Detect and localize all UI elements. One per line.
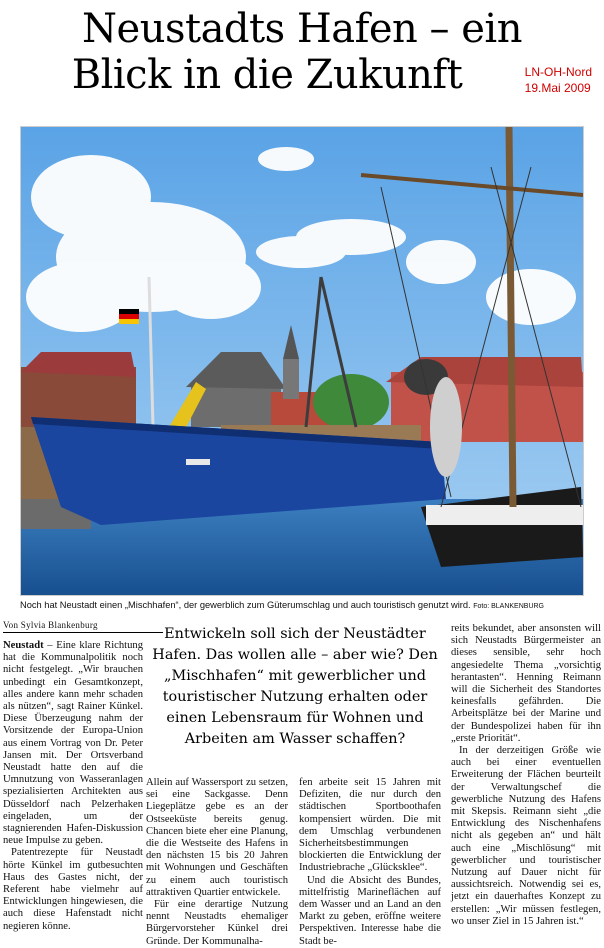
article-column-1 — [3, 640, 143, 933]
headline-line-2: Blick in die Zukunft — [71, 52, 463, 98]
harbor-photo-illustration — [21, 127, 583, 595]
article-column-3 — [299, 777, 441, 948]
article-column-4 — [451, 623, 601, 928]
column-3-paragraph-2: Und die Absicht des Bundes, mittelfristig Marineflächen auf dem Wasser und an Land an den Markt zu geben, eröffne weitere Perspektiven. Interesse habe die Stadt be- — [299, 874, 441, 947]
dateline: Neustadt — [3, 640, 44, 651]
photo-caption — [20, 599, 586, 613]
article-column-2 — [146, 777, 288, 948]
source-date: 19.Mai 2009 — [524, 81, 591, 95]
column-4-paragraph-1: reits bekundet, aber ansonsten will sich Neustadts Bürgermeister an dieses sensible, sehr hoch angesiedelte Thema „vorsichtig herantasten“. Henning Reimann will die Sicherheit des Standortes keinesfalls gefährden. Die Arbeitsplätze bei der Marine und der Bundespolizei haben für ihn „erste Priorität“. — [451, 623, 601, 744]
headline — [0, 6, 604, 98]
photo-credit: Foto: BLANKENBURG — [473, 603, 545, 610]
byline-divider — [3, 632, 163, 633]
article-teaser: Entwickeln soll sich der Neustädter Hafen. Das wollen alle – aber wie? Den „Mischhafen“ mit gewerblicher und touristischer Nutzung erhalten oder einen Lebensraum für Wohnen und Arbeiten am Wasser schaffen? — [152, 626, 438, 747]
source-stamp — [525, 64, 592, 96]
harbor-photo — [20, 126, 584, 596]
column-2-paragraph-2: Für eine derartige Nutzung nennt Neustadts ehemaliger Bürgervorsteher Künkel drei Gründe. Der Kommunalha- — [146, 899, 288, 947]
source-paper: LN-OH-Nord — [524, 65, 592, 79]
byline: Von Sylvia Blankenburg — [3, 620, 98, 630]
column-4-paragraph-2: In der derzeitigen Größe wie auch bei einer eventuellen Erweiterung der Flächen beurteilt der Verwaltungschef die gewerbliche Nutzung des Hafens mit Skepsis. Reimann sieht „die Entwicklung des Nischenhafens nicht als gegeben an“ und hält auch eine „Mischlösung“ mit gewerblicher und touristischer Nutzung auf Dauer nicht für aussichtsreich. Notwendig sei es, jetzt ein dauerhaftes Konzept zu erstellen: „Wir müssen festlegen, wo unser Ziel in 15 Jahren ist.“ — [451, 745, 601, 927]
column-1-paragraph-1 — [3, 640, 143, 847]
column-1-lead: – Eine klare Richtung hat die Kommunalpolitik noch nicht festgelegt. „Wir brauchen unbedingt ein Gesamtkonzept, alles andere kann mehr schaden als nützen“, sagt Rainer Künkel. Diese Überzeugung nahm der Vorsitzende der Europa-Union aus einem Vortrag von Dr. Peter Jansen mit. Der Ortsverband Neustadt hatte den auf die Umnutzung von Wasseranlagen spezialisierten Architekten aus Düsseldorf nach Pelzerhaken eingeladen, um der stagnierenden Hafen-Diskussion neue Impulse zu geben. — [3, 640, 143, 847]
caption-text: Noch hat Neustadt einen „Mischhafen“, der gewerblich zum Güterumschlag und auch touristisch genutzt wird. — [20, 600, 471, 610]
column-1-paragraph-2: Patentrezepte für Neustadt hörte Künkel im gutbesuchten Haus des Gastes nicht, der Referent habe vielmehr auf Entwicklungen hingewiesen, die auch diese Hafenstadt nicht negieren könne. — [3, 847, 143, 932]
column-3-paragraph-1: fen arbeite seit 15 Jahren mit Defiziten, die nur durch den städtischen Sportboothafen kompensiert würden. Die mit dem Umschlag verbundenen Sicherheitsbestimmungen blockierten die Entwicklung der Industriebrache „Glücksklee“. — [299, 777, 441, 874]
column-2-paragraph-1: Allein auf Wassersport zu setzen, sei eine Sackgasse. Denn Liegeplätze gebe es an der Ostseeküste bereits genug. Chancen biete eher eine Planung, die die Westseite des Hafens in den nächsten 15 bis 20 Jahren mit Wohnungen und Geschäften zu einem auch touristisch attraktiven Quartier entwickele. — [146, 777, 288, 898]
ship-name-plate — [186, 459, 210, 465]
headline-line-1: Neustadts Hafen – ein — [82, 6, 522, 52]
